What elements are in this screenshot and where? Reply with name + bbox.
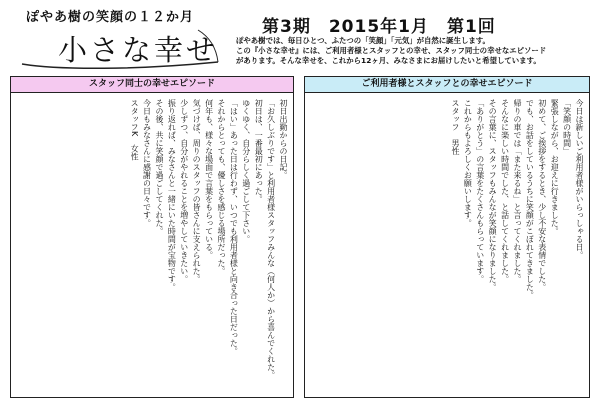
intro-text: [236, 36, 596, 66]
title-banner: [18, 26, 223, 70]
episode-text-line: 初日は、一番最初にあった。: [254, 99, 264, 203]
episode-text-line: 今日は新しいご利用者様がいらっしゃる日。: [575, 99, 584, 259]
episode-text-line: でも、お話をしているうちに笑顔がこぼれてきました。: [525, 99, 535, 299]
episode-text-line: ゆくゆく、自分らしく過ごして下さい。: [241, 99, 251, 243]
episode-text-line: 「お久しぶりです」と利用者様スタッフみんな（何人か）から喜んでくれた。: [266, 99, 276, 379]
staff-episode-heading: スタッフ同士の幸せエピソード: [11, 77, 293, 93]
episode-text-line: 初日出勤からの日記。: [279, 99, 288, 179]
episode-text-line: 気づけば、周りのスタッフの皆さんに支えられた。: [192, 99, 202, 283]
series-label: ぽやあ樹の笑顔の１２か月: [26, 10, 195, 25]
episode-text-line: 初めて、ご挨拶をするとき、少し不安な表情でした。: [537, 99, 547, 291]
episode-text-line: その後、共に笑顔で過ごしてくれた。: [154, 99, 164, 235]
episode-text-line: それからとっても、優しさを感じる場所だった。: [216, 99, 226, 275]
page-title: 小さな幸せ: [58, 33, 219, 67]
episode-text-line: スタッフ 男性: [450, 99, 460, 155]
episode-text-line: これからもよろしくお願いします。: [463, 99, 473, 227]
user-episode-panel: [304, 76, 590, 398]
episode-text-line: 「笑顔の時間」: [562, 99, 572, 155]
staff-episode-panel: [10, 76, 294, 398]
episode-text-line: 緊張しながら、お迎えに行きました。: [550, 99, 560, 235]
episode-text-line: 「ありがとう」の言葉をたくさんもらっています。: [475, 99, 485, 283]
intro-line: があります。そんな幸せを、これから12ヶ月、みなさまにお届けしたいと希望しています。: [236, 56, 541, 65]
episode-text-line: そんなに楽しい時間でした、と話してくれました。: [500, 99, 510, 283]
episode-text-line: 今日もみなさんに感謝の日々です。: [142, 99, 152, 227]
episode-text-line: スタッフK 女性: [130, 99, 140, 161]
episode-text-line: その言葉に、スタッフもみんなが笑顔になりました。: [488, 99, 498, 291]
intro-line: ぽやあ樹では、毎日ひとつ、ふたつの「笑顔」「元気」が自然に誕生します。: [236, 36, 490, 45]
user-episode-body: [309, 99, 585, 393]
episode-text-line: 振り返れば、みなさんと一緒にいた時間が宝物です。: [167, 99, 177, 291]
issue-label: 第3期 2015年1月 第1回: [262, 17, 496, 37]
episode-text-line: 少しずつ、自分がやれることを増やしていきたい。: [179, 99, 189, 283]
episode-text-line: 帰りの車では「また来るね」と言ってくれました。: [512, 99, 522, 283]
episode-text-line: 「はい」あった日は行わず、いつでも利用者様と向き合った日だった。: [229, 99, 239, 355]
staff-episode-body: [15, 99, 289, 393]
user-episode-heading: ご利用者様とスタッフとの幸せエピソード: [305, 77, 589, 93]
episode-text-line: 何年も、様々な場面で言葉をもらっている。: [204, 99, 214, 259]
intro-line: この『小さな幸せ』には、ご利用者様とスタッフとの幸せ、スタッフ同士の幸せなエピソード: [236, 46, 547, 55]
